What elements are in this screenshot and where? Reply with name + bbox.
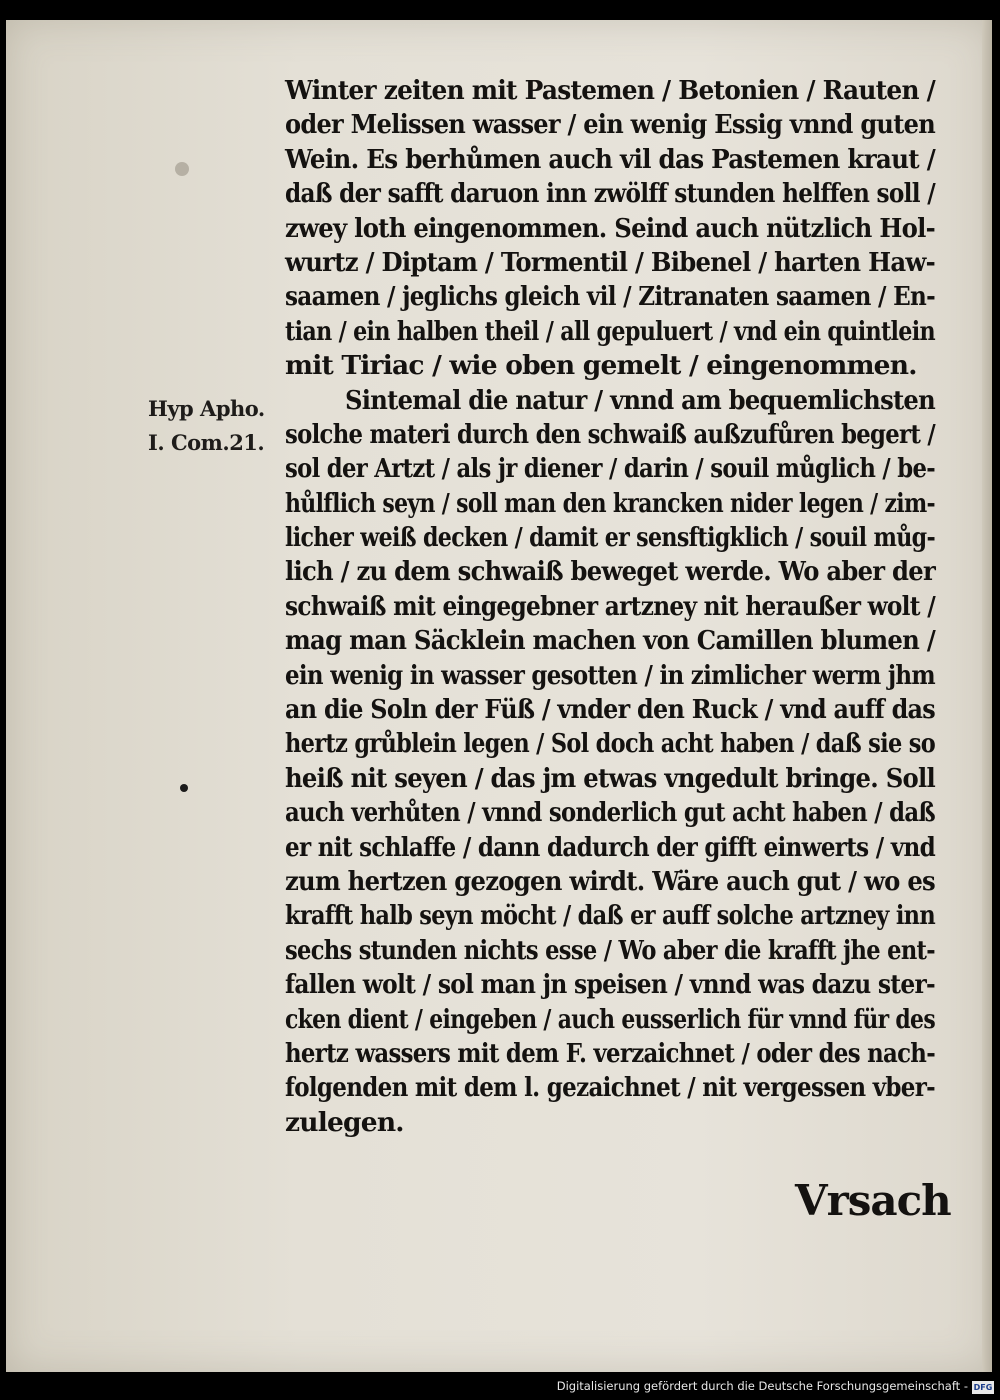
text-line: lich / zu dem schwaiß beweget werde. Wo aber der [285, 556, 935, 588]
text-line: cken dient / eingeben / auch eusserlich für vnnd für des [285, 1003, 935, 1035]
page-edge [982, 20, 992, 1372]
text-line: er nit schlaffe / dann dadurch der gifft einwerts / vnd [285, 831, 935, 863]
text-line: Sintemal die natur / vnnd am bequemlichsten [345, 384, 935, 416]
margin-note [148, 392, 283, 460]
margin-note-line: Hyp Apho. [148, 396, 265, 421]
text-line: hůlflich seyn / soll man den krancken nider legen / zim- [285, 487, 935, 519]
text-line: Winter zeiten mit Pastemen / Betonien / Rauten / [285, 75, 935, 106]
text-line: fallen wolt / sol man jn speisen / vnnd was dazu ster- [285, 969, 935, 1001]
text-line: heiß nit seyen / das jm etwas vngedult bringe. Soll [285, 762, 935, 794]
text-line: oder Melissen wasser / ein wenig Essig vnnd guten [285, 109, 935, 141]
text-line: zwey loth eingenommen. Seind auch nützlich Hol- [285, 212, 935, 244]
text-line: an die Soln der Füß / vnder den Ruck / vnd auff das [285, 694, 935, 726]
text-line: hertz grůblein legen / Sol doch acht haben / daß sie so [285, 728, 935, 760]
text-line: licher weiß decken / damit er sensftigklich / souil můg- [285, 522, 935, 554]
text-line: zum hertzen gezogen wirdt. Wäre auch gut / wo es [285, 865, 935, 897]
text-line: tian / ein halben theil / all gepuluert / vnd ein quintlein [285, 315, 935, 347]
ink-dot [180, 784, 188, 792]
main-text [285, 74, 935, 1140]
text-line: mag man Säcklein machen von Camillen blumen / [285, 625, 935, 657]
footer-bar [0, 1372, 1000, 1400]
text-line: Wein. Es berhůmen auch vil das Pastemen kraut / [285, 143, 935, 175]
text-line: wurtz / Diptam / Tormentil / Bibenel / harten Haw- [285, 246, 935, 278]
text-line: zulegen. [285, 1106, 404, 1138]
text-line: auch verhůten / vnnd sonderlich gut acht haben / daß [285, 797, 935, 829]
catchword: Vrsach [795, 1176, 951, 1225]
margin-note-line: I. Com.21. [148, 430, 265, 455]
text-line: sol der Artzt / als jr diener / darin / souil můglich / be- [285, 453, 935, 485]
text-line: solche materi durch den schwaiß außzufůren begert / [285, 418, 935, 450]
footer-credit: Digitalisierung gefördert durch die Deutsche Forschungsgemeinschaft - [556, 1379, 968, 1393]
text-line: mit Tiriac / wie oben gemelt / eingenommen. [285, 350, 917, 382]
dfg-logo-icon: DFG [973, 1383, 993, 1392]
paper-stain [175, 162, 189, 176]
text-line: saamen / jeglichs gleich vil / Zitranaten saamen / En- [285, 281, 935, 313]
text-line: sechs stunden nichts esse / Wo aber die krafft jhe ent- [285, 934, 935, 966]
text-line: daß der safft daruon inn zwölff stunden helffen soll / [285, 178, 935, 210]
text-line: krafft halb seyn möcht / daß er auff solche artzney inn [285, 900, 935, 932]
text-line: ein wenig in wasser gesotten / in zimlicher werm jhm [285, 659, 935, 691]
text-line: hertz wassers mit dem F. verzaichnet / oder des nach- [285, 1037, 935, 1069]
text-line: schwaiß mit eingegebner artzney nit heraußer wolt / [285, 590, 935, 622]
text-line: folgenden mit dem l. gezaichnet / nit vergessen vber- [285, 1072, 935, 1104]
